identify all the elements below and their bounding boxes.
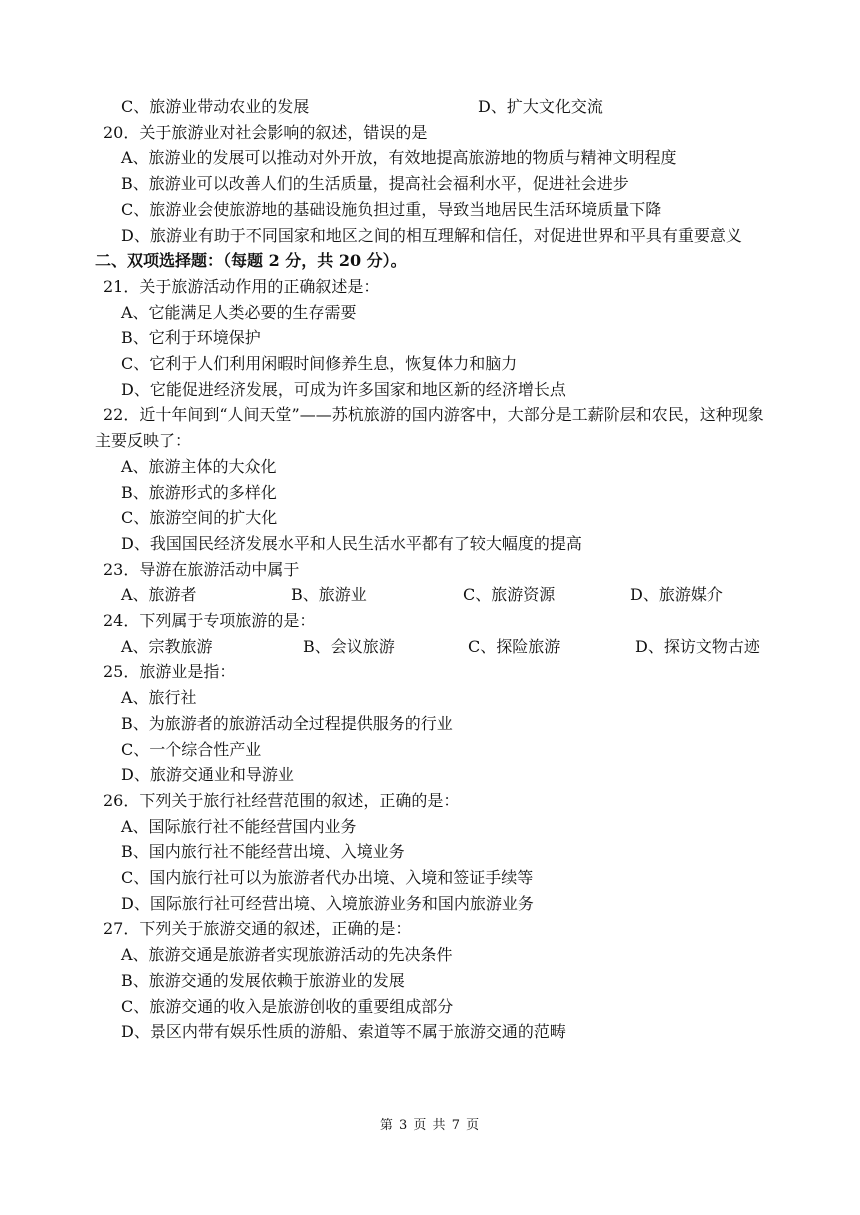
q24-option-d: D、探访文物古迹 [635,636,760,656]
q20-stem: 20．关于旅游业对社会影响的叙述，错误的是 [103,122,428,142]
q23-option-d: D、旅游媒介 [630,585,723,605]
q20-option-d-wrap [95,223,775,249]
q25-option-b: B、为旅游者的旅游活动全过程提供服务的行业 [121,713,453,733]
q21-stem: 21．关于旅游活动作用的正确叙述是： [103,276,380,296]
exam-content [95,94,775,1045]
q22-option-b: B、旅游形式的多样化 [121,482,277,502]
q23-stem: 23．导游在旅游活动中属于 [103,559,300,579]
q24-option-a: A、宗教旅游 [121,636,213,656]
q27-option-d: D、景区内带有娱乐性质的游船、索道等不属于旅游交通的范畴 [121,1022,566,1042]
q20-option-d: D、旅游业有助于不同国家和地区之间的相互理解和信任，对促进世界和平具有重要意义 [121,225,742,245]
q26-option-d: D、国际旅行社可经营出境、入境旅游业务和国内旅游业务 [121,893,534,913]
q23-option-a: A、旅游者 [121,585,197,605]
page-number-footer: 第 3 页 共 7 页 [379,1118,481,1133]
q24-option-b: B、会议旅游 [303,636,395,656]
q19-option-c: C、旅游业带动农业的发展 [121,97,310,116]
q19-option-d: D、扩大文化交流 [478,97,603,116]
q26-option-c: C、国内旅行社可以为旅游者代办出境、入境和签证手续等 [121,868,534,888]
q24-stem: 24．下列属于专项旅游的是： [103,611,316,631]
q21-option-d: D、它能促进经济发展，可成为许多国家和地区新的经济增长点 [121,379,566,399]
q21-option-b: B、它利于环境保护 [121,328,261,348]
q19-options-cd [95,94,775,120]
section-2-heading: 二、双项选择题：（每题 2 分，共 20 分）。 [95,251,407,271]
q26-stem: 26．下列关于旅行社经营范围的叙述，正确的是： [103,790,460,810]
q24-options [95,634,775,660]
q26-option-a: A、国际旅行社不能经营国内业务 [121,816,357,836]
q23-options [95,582,775,608]
q22-option-d: D、我国国民经济发展水平和人民生活水平都有了较大幅度的提高 [121,533,582,553]
q26-option-b: B、国内旅行社不能经营出境、入境业务 [121,842,405,862]
q27-stem: 27．下列关于旅游交通的叙述，正确的是： [103,919,412,939]
q25-option-c: C、一个综合性产业 [121,739,262,759]
q25-option-a: A、旅行社 [121,688,197,708]
q23-option-b: B、旅游业 [291,585,367,605]
q27-option-b: B、旅游交通的发展依赖于旅游业的发展 [121,970,405,990]
q20-option-a: A、旅游业的发展可以推动对外开放，有效地提高旅游地的物质与精神文明程度 [121,148,677,168]
q22-stem-wrap [95,402,775,453]
q20-option-c: C、旅游业会使旅游地的基础设施负担过重，导致当地居民生活环境质量下降 [121,199,662,219]
q24-option-c: C、探险旅游 [468,636,561,656]
q20-option-b: B、旅游业可以改善人们的生活质量，提高社会福利水平，促进社会进步 [121,174,629,194]
q25-option-d: D、旅游交通业和导游业 [121,765,294,785]
q21-option-a: A、它能满足人类必要的生存需要 [121,302,357,322]
q23-option-c: C、旅游资源 [463,585,556,605]
q21-option-c: C、它利于人们利用闲暇时间修养生息，恢复体力和脑力 [121,354,518,374]
q27-option-a: A、旅游交通是旅游者实现旅游活动的先决条件 [121,945,453,965]
q27-option-c: C、旅游交通的收入是旅游创收的重要组成部分 [121,996,454,1016]
q25-stem: 25．旅游业是指： [103,662,236,682]
q22-option-c: C、旅游空间的扩大化 [121,508,278,528]
q22-stem: 22．近十年间到“人间天堂”——苏杭旅游的国内游客中，大部分是工薪阶层和农民，这种现象主要反映了： [95,405,764,451]
q22-option-a: A、旅游主体的大众化 [121,456,277,476]
